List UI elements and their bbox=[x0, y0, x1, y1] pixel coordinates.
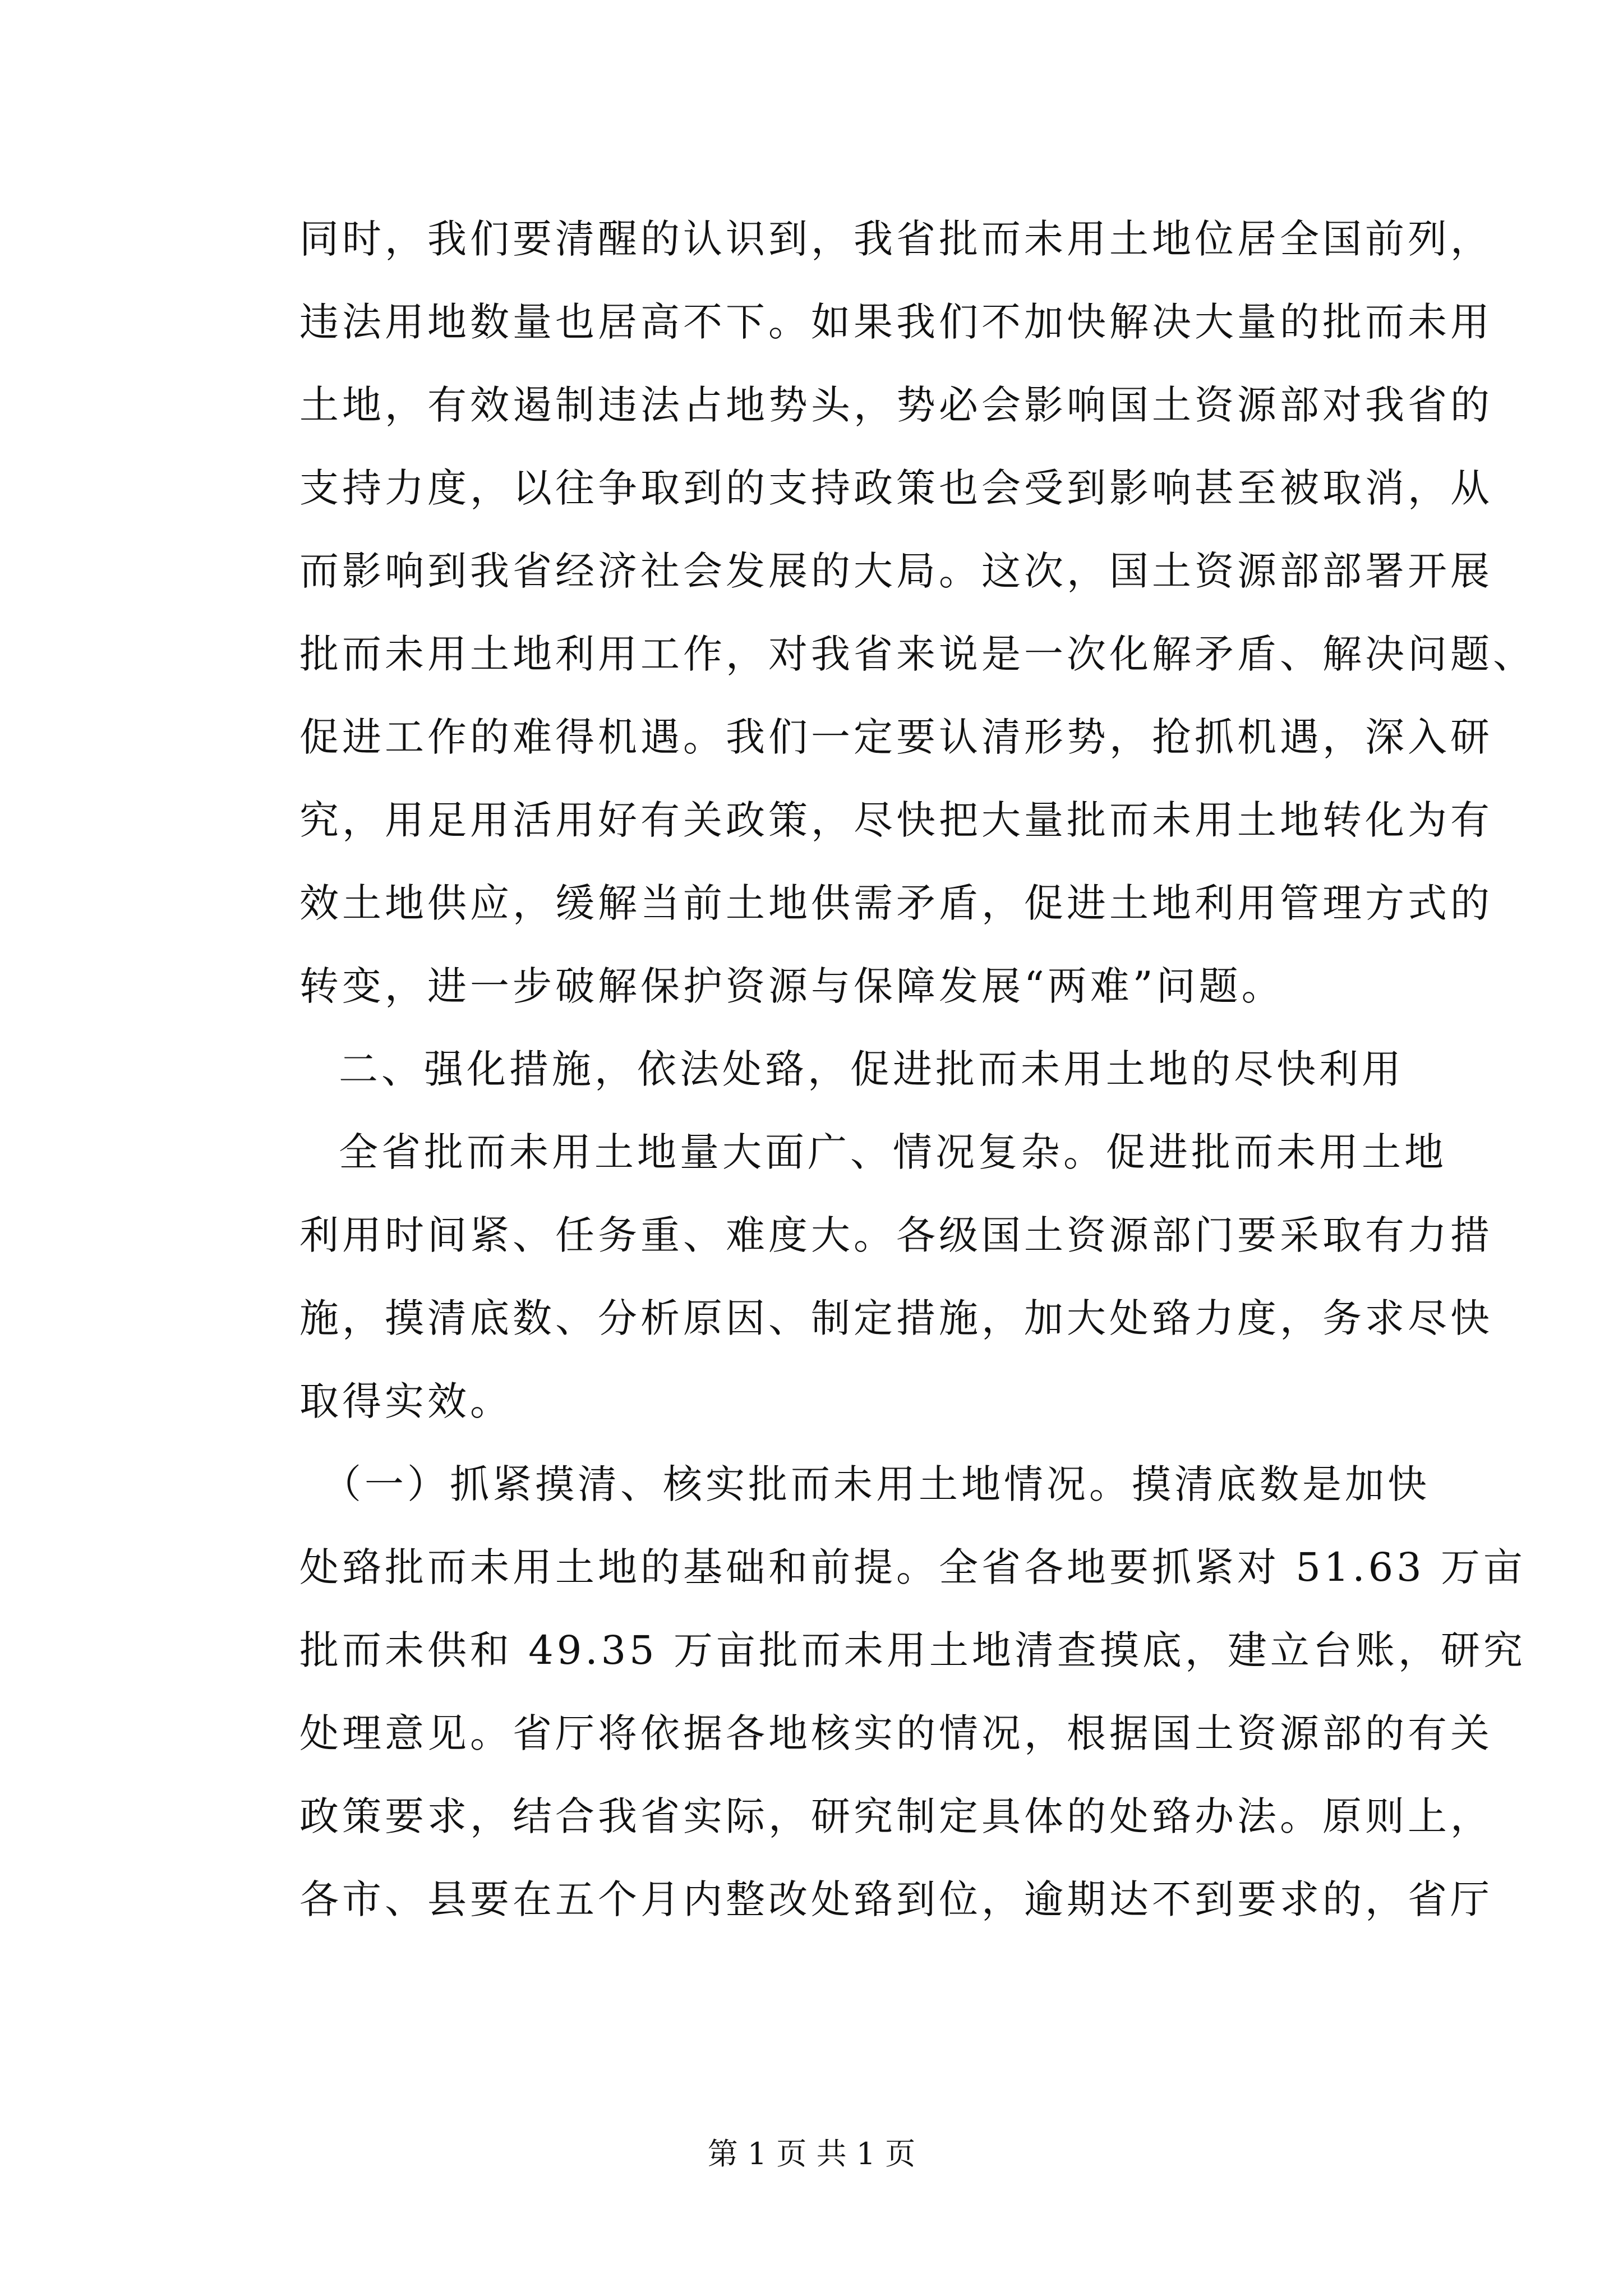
section-heading: 二、强化措施，依法处臵，促进批而未用土地的尽快利用 bbox=[339, 1046, 1404, 1092]
text-line: 全省批而未用土地量大面广、情况复杂。促进批而未用土地 bbox=[339, 1129, 1447, 1175]
text-line: 政策要求，结合我省实际，研究制定具体的处臵办法。原则上， bbox=[299, 1793, 1493, 1839]
text-line: 批而未用土地利用工作，对我省来说是一次化解矛盾、解决问题、 bbox=[299, 631, 1536, 677]
text-line: 转变，进一步破解保护资源与保障发展“两难”问题。 bbox=[299, 963, 1284, 1009]
text-line: 土地，有效遏制违法占地势头，势必会影响国土资源部对我省的 bbox=[299, 382, 1493, 428]
text-line: 同时，我们要清醒的认识到，我省批而未用土地位居全国前列， bbox=[299, 216, 1493, 262]
text-line: 批而未供和 49.35 万亩批而未用土地清查摸底，建立台账，研究 bbox=[299, 1627, 1526, 1673]
text-line: 促进工作的难得机遇。我们一定要认清形势，抢抓机遇，深入研 bbox=[299, 714, 1493, 760]
text-line: 而影响到我省经济社会发展的大局。这次，国土资源部部署开展 bbox=[299, 548, 1493, 594]
text-line: 取得实效。 bbox=[299, 1378, 513, 1424]
page-footer bbox=[0, 2132, 1623, 2177]
text-line: 效土地供应，缓解当前土地供需矛盾，促进土地利用管理方式的 bbox=[299, 880, 1493, 926]
page-number-label: 第 1 页 共 1 页 bbox=[707, 2136, 916, 2171]
text-line: 利用时间紧、任务重、难度大。各级国土资源部门要采取有力措 bbox=[299, 1212, 1493, 1258]
subsection-heading-line: （一）抓紧摸清、核实批而未用土地情况。摸清底数是加快 bbox=[322, 1461, 1430, 1507]
text-line: 处臵批而未用土地的基础和前提。全省各地要抓紧对 51.63 万亩 bbox=[299, 1544, 1526, 1590]
text-line: 处理意见。省厅将依据各地核实的情况，根据国土资源部的有关 bbox=[299, 1710, 1493, 1756]
text-line: 各市、县要在五个月内整改处臵到位，逾期达不到要求的，省厅 bbox=[299, 1876, 1493, 1922]
text-line: 支持力度，以往争取到的支持政策也会受到影响甚至被取消，从 bbox=[299, 465, 1493, 511]
text-line: 施，摸清底数、分析原因、制定措施，加大处臵力度，务求尽快 bbox=[299, 1295, 1493, 1341]
text-line: 究，用足用活用好有关政策，尽快把大量批而未用土地转化为有 bbox=[299, 797, 1493, 843]
document-body bbox=[299, 197, 1536, 1941]
text-line: 违法用地数量也居高不下。如果我们不加快解决大量的批而未用 bbox=[299, 299, 1493, 345]
